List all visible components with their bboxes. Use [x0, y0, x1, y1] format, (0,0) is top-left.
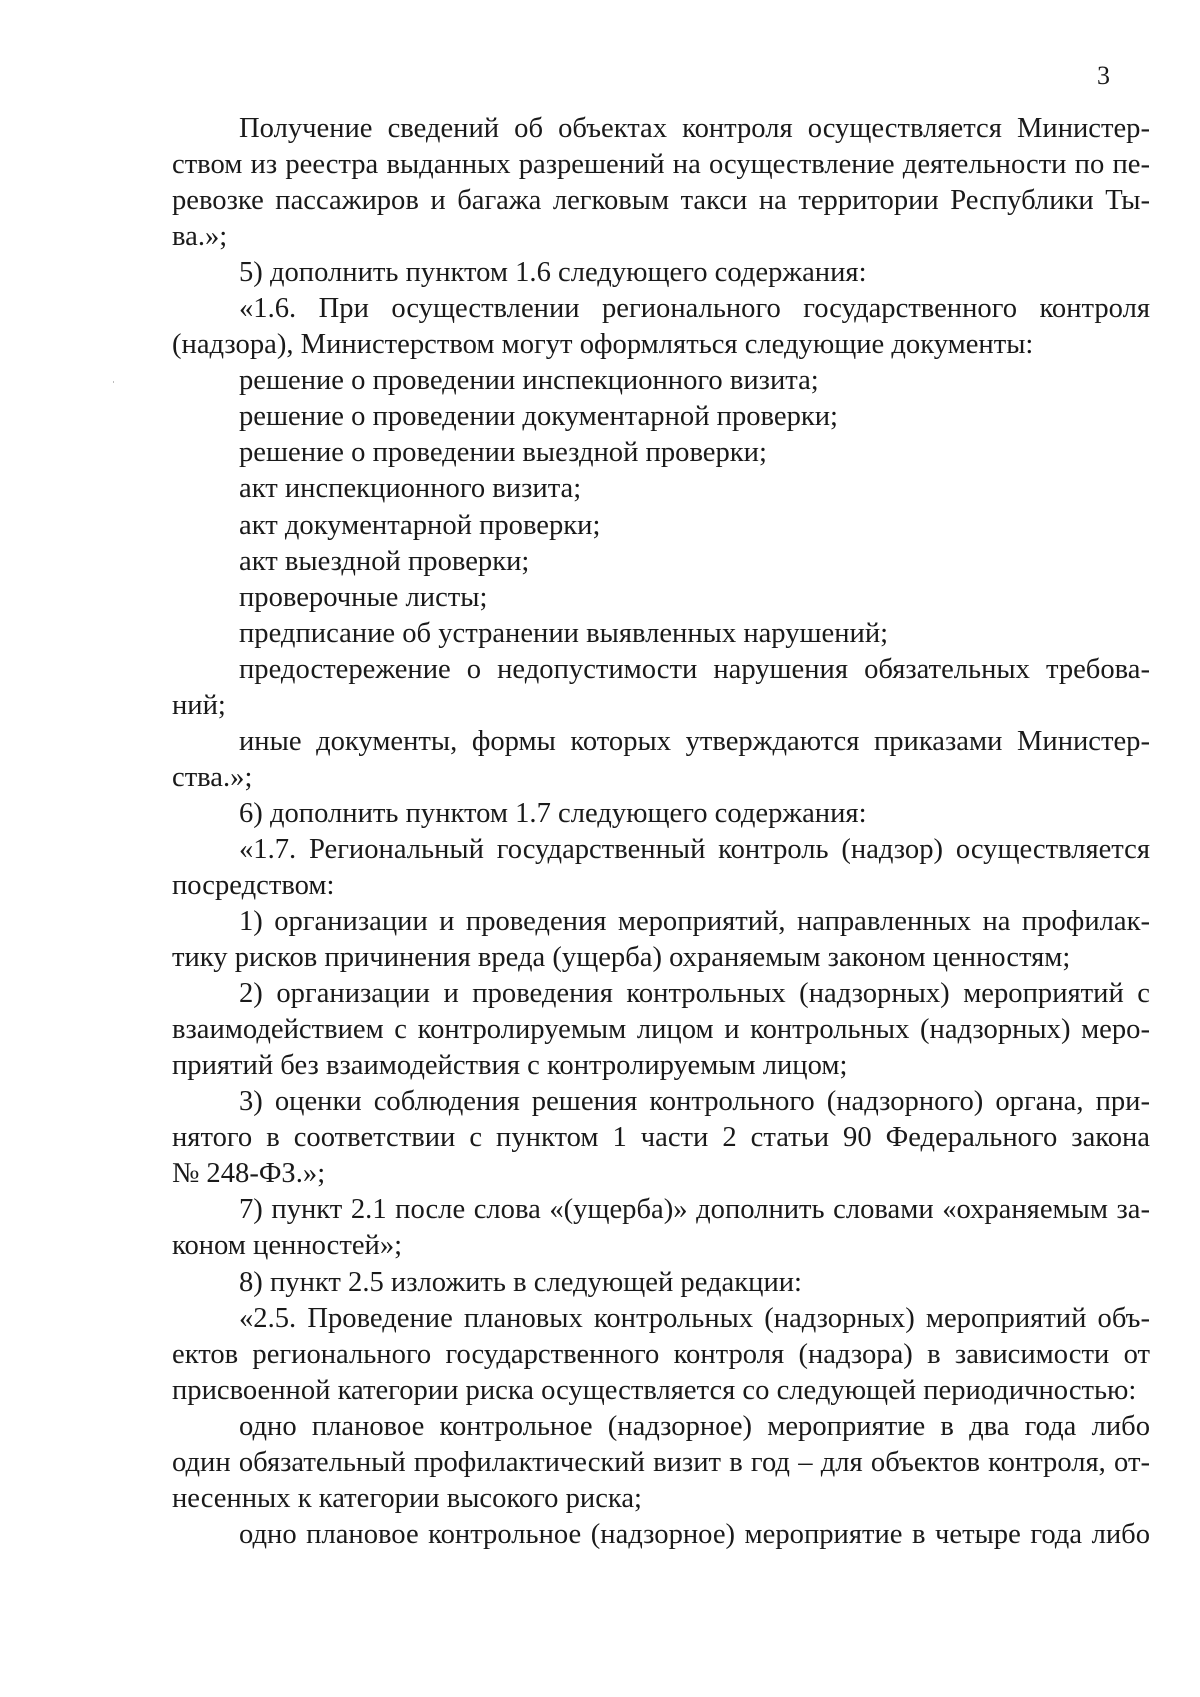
text-line: ний;	[172, 689, 226, 721]
text-line: тику рисков причинения вреда (ущерба) охраняемым законом ценностям;	[172, 942, 1071, 974]
text-line: ства.»;	[172, 761, 253, 793]
documents-list	[172, 363, 1150, 651]
text-line: присвоенной категории риска осуществляется со следующей периодичностью:	[172, 1374, 1137, 1406]
text-line: взаимодействием с контролируемым лицом и контрольных (надзорных) меро-	[172, 1014, 1150, 1046]
text-line: один обязательный профилактический визит в год – для объектов контроля, от-	[172, 1446, 1150, 1478]
text-line: «2.5. Проведение плановых контрольных (надзорных) мероприятий объ-	[239, 1302, 1150, 1334]
paragraph-intro	[172, 111, 1150, 255]
amendment-6: 6) дополнить пунктом 1.7 следующего содержания:	[239, 797, 867, 829]
paragraph-1-7-item-2	[172, 976, 1150, 1084]
text-line: предостережение о недопустимости нарушения обязательных требова-	[239, 653, 1150, 685]
list-item: проверочные листы;	[239, 581, 488, 613]
text-line: 7) пункт 2.1 после слова «(ущерба)» дополнить словами «охраняемым за-	[239, 1194, 1150, 1226]
text-line: одно плановое контрольное (надзорное) мероприятие в четыре года либо	[239, 1518, 1150, 1550]
paragraph-1-6	[172, 291, 1150, 363]
amendment-7	[172, 1192, 1150, 1264]
paragraph-2-5-high-risk	[172, 1409, 1150, 1517]
list-item: решение о проведении документарной проверки;	[239, 401, 839, 433]
text-line: 3) оценки соблюдения решения контрольного (надзорного) органа, при-	[239, 1086, 1150, 1118]
list-item: акт инспекционного визита;	[239, 473, 582, 505]
text-line: 2) организации и проведения контрольных (надзорных) мероприятий с	[239, 978, 1150, 1010]
text-line: (надзора), Министерством могут оформляться следующие документы:	[172, 329, 1034, 361]
text-line: приятий без взаимодействия с контролируемым лицом;	[172, 1050, 848, 1082]
paragraph-1-7-item-1	[172, 904, 1150, 976]
text-line: одно плановое контрольное (надзорное) мероприятие в два года либо	[239, 1410, 1150, 1442]
amendment-8: 8) пункт 2.5 изложить в следующей редакции:	[239, 1266, 802, 1298]
page-number: 3	[1097, 61, 1110, 90]
paragraph-2-5-medium-risk	[172, 1517, 1150, 1553]
list-item-other-documents	[172, 724, 1150, 796]
paragraph-1-7-item-3	[172, 1084, 1150, 1192]
text-line: Получение сведений об объектах контроля осуществляется Министер-	[239, 113, 1150, 144]
text-line: № 248-ФЗ.»;	[172, 1158, 326, 1190]
text-line: нятого в соответствии с пунктом 1 части 2 статьи 90 Федерального закона	[172, 1122, 1150, 1154]
list-item: предписание об устранении выявленных нарушений;	[239, 617, 889, 649]
text-line: посредством:	[172, 869, 335, 901]
text-line: «1.6. При осуществлении регионального государственного контроля	[239, 293, 1150, 325]
text-line: «1.7. Региональный государственный контроль (надзор) осуществляется	[239, 833, 1150, 865]
list-item-warning	[172, 652, 1150, 724]
text-line: несенных к категории высокого риска;	[172, 1482, 642, 1514]
list-item: акт выездной проверки;	[239, 545, 530, 577]
text-line: ством из реестра выданных разрешений на осуществление деятельности по пе-	[172, 149, 1150, 181]
text-line: иные документы, формы которых утверждаются приказами Министер-	[239, 725, 1150, 757]
paragraph-1-7	[172, 832, 1150, 904]
scan-mark	[113, 381, 114, 383]
amendment-5: 5) дополнить пунктом 1.6 следующего содержания:	[239, 257, 867, 289]
document-body	[172, 111, 1150, 1553]
text-line: ва.»;	[172, 221, 228, 253]
text-line: ревозке пассажиров и багажа легковым такси на территории Республики Ты-	[172, 185, 1150, 217]
list-item: акт документарной проверки;	[239, 509, 601, 541]
list-item: решение о проведении инспекционного визита;	[239, 365, 819, 397]
text-line: ектов регионального государственного контроля (надзора) в зависимости от	[172, 1338, 1150, 1370]
list-item: решение о проведении выездной проверки;	[239, 437, 767, 469]
paragraph-2-5	[172, 1301, 1150, 1409]
text-line: 1) организации и проведения мероприятий, направленных на профилак-	[239, 906, 1150, 938]
text-line: коном ценностей»;	[172, 1230, 403, 1262]
